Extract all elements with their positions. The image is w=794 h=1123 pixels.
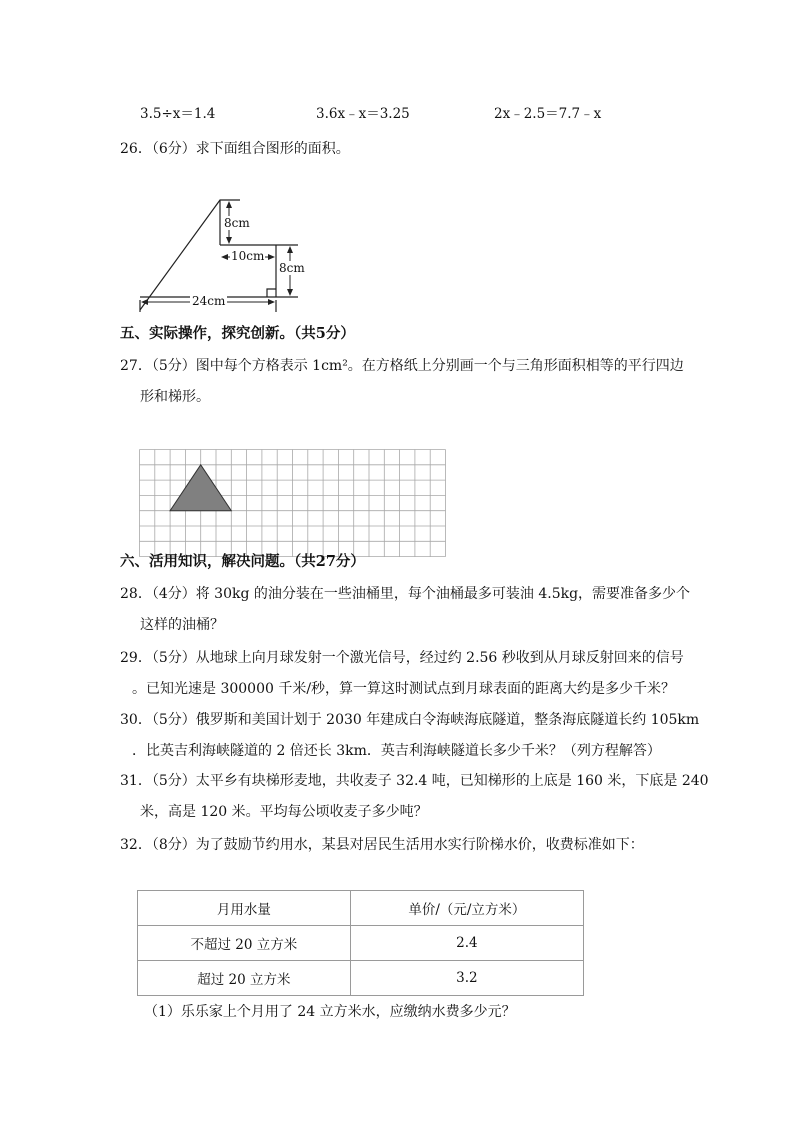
label-step-width: 10cm: [231, 249, 265, 263]
label-right-height: 8cm: [279, 261, 305, 275]
question-30-line2: ．比英吉利海峡隧道的 2 倍还长 3km．英吉利海峡隧道长多少千米？（列方程解答）: [132, 743, 661, 759]
table-row: [138, 961, 584, 996]
question-28-line2: 这样的油桶？: [140, 617, 224, 633]
section-6-heading: 六、活用知识，解决问题。（共27分）: [120, 553, 365, 570]
question-26: 26．（6分）求下面组合图形的面积。: [120, 141, 350, 157]
question-28-line1: 28．（4分）将 30kg 的油分装在一些油桶里，每个油桶最多可装油 4.5kg，需要准备多少个: [120, 586, 691, 602]
table-header-row: [138, 891, 584, 926]
label-top-height: 8cm: [224, 216, 250, 230]
equation-1: 3.5÷x＝1.4: [140, 106, 216, 122]
question-32-sub1: （1）乐乐家上个月用了 24 立方米水，应缴纳水费多少元？: [144, 1004, 516, 1020]
question-27-line1: 27．（5分）图中每个方格表示 1cm²。在方格纸上分别画一个与三角形面积相等的平行四边: [120, 358, 684, 374]
table-header-cell: 单价/（元/立方米）: [350, 891, 583, 926]
table-cell: 不超过 20 立方米: [138, 926, 351, 961]
equation-2: 3.6x﹣x＝3.25: [316, 106, 410, 122]
question-30-line1: 30．（5分）俄罗斯和美国计划于 2030 年建成白令海峡海底隧道，整条海底隧道长约 105km: [120, 712, 700, 728]
question-32-line1: 32．（8分）为了鼓励节约用水，某县对居民生活用水实行阶梯水价，收费标准如下：: [120, 837, 644, 853]
question-31-line1: 31．（5分）太平乡有块梯形麦地，共收麦子 32.4 吨，已知梯形的上底是 160 米，下底是 240: [120, 773, 709, 789]
label-base: 24cm: [192, 294, 226, 308]
grid-paper: [139, 449, 449, 542]
question-27-line2: 形和梯形。: [140, 389, 210, 405]
question-31-line2: 米，高是 120 米。平均每公顷收麦子多少吨？: [140, 804, 428, 820]
section-5-heading: 五、实际操作，探究创新。（共5分）: [120, 325, 355, 342]
equation-3: 2x﹣2.5＝7.7﹣x: [494, 106, 602, 122]
table-cell: 3.2: [350, 961, 583, 996]
question-29-line1: 29．（5分）从地球上向月球发射一个激光信号，经过约 2.56 秒收到从月球反射回来的信号: [120, 650, 684, 666]
question-29-line2: 。已知光速是 300000 千米/秒，算一算这时测试点到月球表面的距离大约是多少千米？: [132, 681, 676, 697]
gray-triangle: [170, 465, 231, 511]
table-cell: 2.4: [350, 926, 583, 961]
table-row: [138, 926, 584, 961]
table-cell: 超过 20 立方米: [138, 961, 351, 996]
table-header-cell: 月用水量: [138, 891, 351, 926]
water-price-table: [137, 890, 584, 996]
